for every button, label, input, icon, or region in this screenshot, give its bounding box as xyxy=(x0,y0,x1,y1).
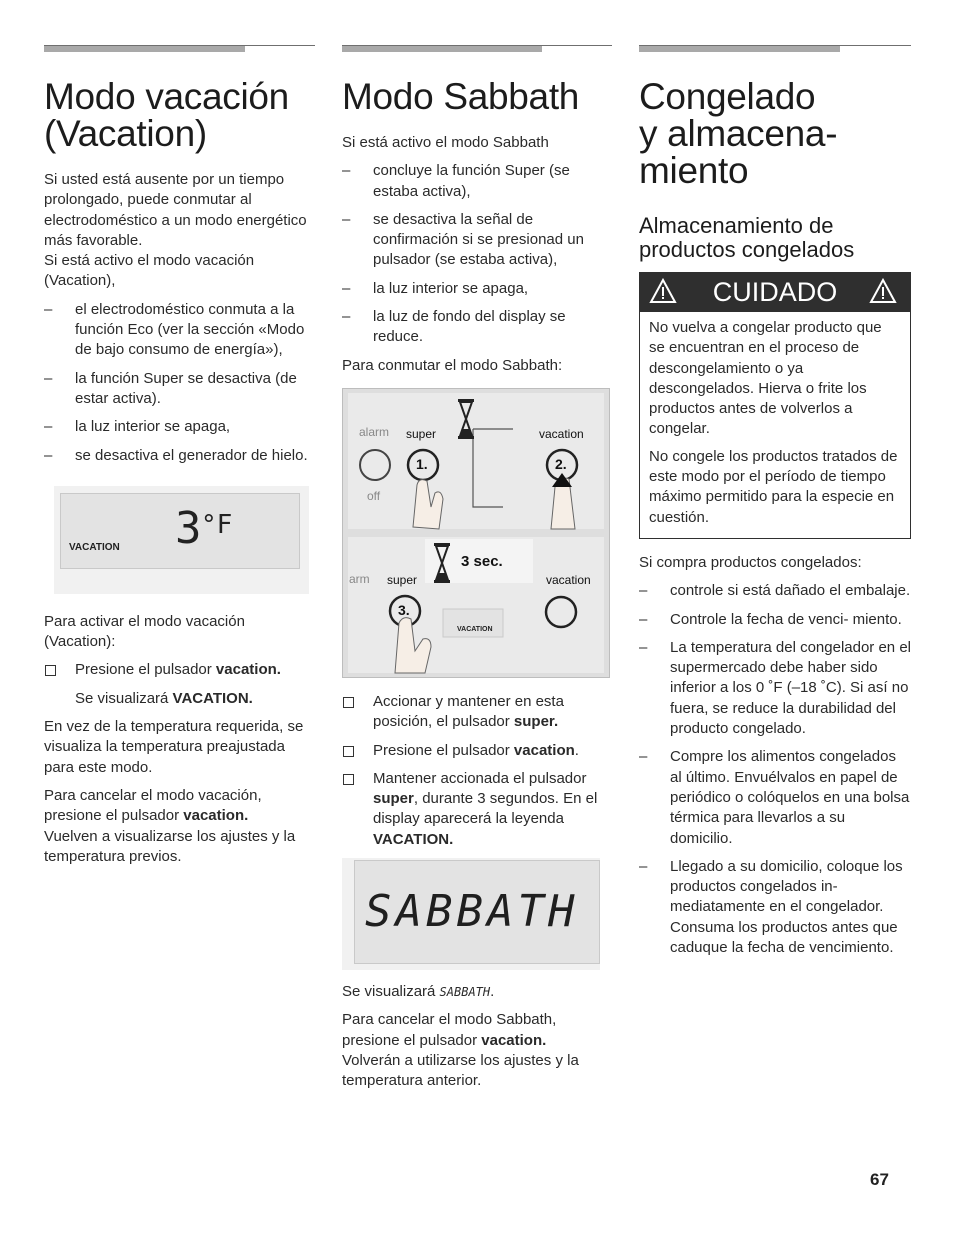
list-item: – se desactiva el generador de hielo. xyxy=(44,446,315,466)
list-item: – la luz de fondo del display se reduce. xyxy=(342,307,612,348)
heading-vacation: Modo vacación (Vacation) xyxy=(44,76,289,154)
paragraph: Para cancelar el modo Sabbath, presione el pulsador vacation. Volverán a utilizarse los ajustes y la temperatura anterior. xyxy=(342,1011,579,1090)
vacation-display-image xyxy=(54,486,309,594)
section-rule xyxy=(342,44,612,52)
warning-triangle-icon xyxy=(869,278,897,304)
section-rule xyxy=(44,44,315,52)
paragraph: Para activar el modo vacación (Vacation): xyxy=(44,612,245,651)
list-item: – Controle la fecha de venci- miento. xyxy=(639,610,911,630)
page-number: 67 xyxy=(870,1170,889,1189)
three-seconds-label: 3 sec. xyxy=(461,552,503,570)
paragraph: Para cancelar el modo vacación, presione el pulsador vacation. Vuelven a visualizarse los ajustes y la temperatura previos. xyxy=(44,786,296,865)
display-unit: °F xyxy=(201,509,233,540)
list-item: – la luz interior se apaga, xyxy=(342,279,612,299)
list-item: – controle si está dañado el embalaje. xyxy=(639,581,911,601)
display-label: VACATION xyxy=(457,625,493,633)
caution-paragraph: No congele los productos tratados de este modo por el período de tiempo máximo permitido para la especie en cuestión. xyxy=(649,447,898,526)
control-panel-illustration xyxy=(342,388,610,678)
list-item: – La temperatura del congelador en el supermercado debe haber sido inferior a los 0 ˚F (–18 ˚C). Si así no fuera, se reduce la durabilidad del producto congelado. xyxy=(639,638,911,739)
column-vacation xyxy=(44,44,315,875)
paragraph: En vez de la temperatura requerida, se visualiza la temperatura preajustada para este modo. xyxy=(44,718,304,776)
super-label: super xyxy=(387,572,418,587)
step-item: Presione el pulsador vacation. xyxy=(342,741,612,761)
caution-box xyxy=(639,272,911,539)
caution-title: CUIDADO xyxy=(712,277,838,307)
step-item: Accionar y mantener en esta posición, el pulsador super. xyxy=(342,692,612,733)
step-3-label: 3. xyxy=(398,601,410,618)
step-item: Mantener accionada el pulsador super, durante 3 segundos. En el display aparecerá la leyenda VACATION. xyxy=(342,769,612,850)
bullet-list xyxy=(342,161,612,347)
list-item: – la función Super se desactiva (de estar activa). xyxy=(44,369,315,410)
paragraph: Si está activo el modo vacación (Vacation), xyxy=(44,252,255,290)
list-item: – la luz interior se apaga, xyxy=(44,417,315,437)
off-label: off xyxy=(367,488,381,503)
alarm-label: alarm xyxy=(359,424,390,439)
display-label: VACATION xyxy=(69,541,120,553)
list-item: – Llegado a su domicilio, coloque los productos congelados in- mediatamente en el congelador. Consuma los productos antes que caduque la fecha de vencimiento. xyxy=(639,857,911,958)
list-item: – se desactiva la señal de confirmación si se presionad un pulsador (se estaba activa), xyxy=(342,210,612,271)
caution-header xyxy=(639,272,911,312)
step-item: Presione el pulsador vacation. xyxy=(44,660,315,680)
list-item: – Compre los alimentos congelados al último. Envuélvalos en papel de periódico o colóquelos en una bolsa térmica para llevarlos a su domicilio. xyxy=(639,747,911,848)
caution-body xyxy=(639,312,911,539)
column-freezing xyxy=(639,44,911,966)
paragraph: Para conmutar el modo Sabbath: xyxy=(342,356,563,374)
hourglass-icon xyxy=(457,399,475,439)
hourglass-icon xyxy=(433,543,451,583)
caution-paragraph: No vuelva a congelar producto que se encuentran en el proceso de descongelamiento o ya descongelados. Hierva o frite los productos antes de volverlos a congelar. xyxy=(649,319,882,438)
paragraph: Si usted está ausente por un tiempo prolongado, puede conmutar al electrodoméstico a un modo energético más favorable. xyxy=(44,171,307,249)
bullet-list xyxy=(44,300,315,466)
paragraph: Se visualizará SABBATH. xyxy=(342,983,495,1001)
list-item: – concluye la función Super (se estaba activa), xyxy=(342,161,612,202)
column-sabbath xyxy=(342,44,612,1100)
section-rule xyxy=(639,44,911,52)
subheading-frozen-storage: Almacenamiento de productos congelados xyxy=(639,213,855,262)
step-2-label: 2. xyxy=(555,455,567,472)
step-list xyxy=(44,660,315,680)
heading-freezing: Congelado y almacena- miento xyxy=(639,76,838,191)
paragraph: Si compra productos congelados: xyxy=(639,553,862,571)
bullet-list xyxy=(639,581,911,958)
super-label: super xyxy=(406,426,437,441)
list-item: – el electrodoméstico conmuta a la función Eco (ver la sección «Modo de bajo consumo de energía»), xyxy=(44,300,315,361)
display-sabbath-text: SABBATH xyxy=(365,886,579,938)
alarm-label: arm xyxy=(349,571,370,586)
step-list xyxy=(342,692,612,850)
sabbath-display-image xyxy=(342,858,600,970)
display-temperature: 3 xyxy=(175,502,202,554)
heading-sabbath: Modo Sabbath xyxy=(342,76,580,117)
paragraph: Si está activo el modo Sabbath xyxy=(342,134,549,151)
paragraph: Se visualizará VACATION. xyxy=(75,689,253,707)
vacation-label: vacation xyxy=(546,572,591,587)
step-1-label: 1. xyxy=(416,455,428,472)
vacation-label: vacation xyxy=(539,426,584,441)
